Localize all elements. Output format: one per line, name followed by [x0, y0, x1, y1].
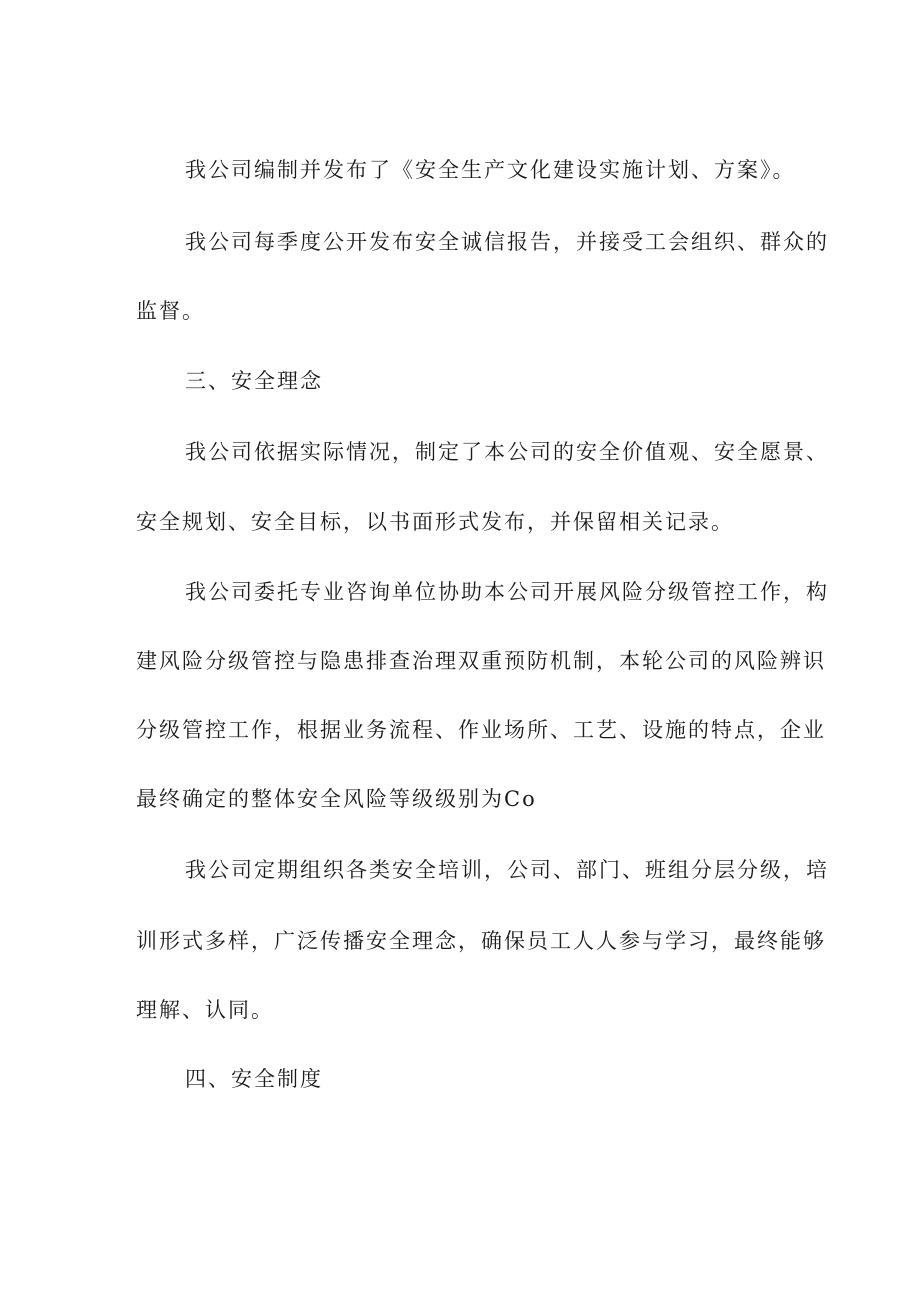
paragraph-line: 我公司每季度公开发布安全诚信报告，并接受工会组织、群众的 [185, 230, 829, 254]
paragraph-line: 我公司依据实际情况，制定了本公司的安全价值观、安全愿景、 [185, 440, 829, 464]
paragraph-line: 我公司编制并发布了《安全生产文化建设实施计划、方案》。 [185, 158, 796, 182]
paragraph-line: 建风险分级管控与隐患排查治理双重预防机制，本轮公司的风险辨识 [136, 649, 826, 673]
section-heading: 四、安全制度 [185, 1067, 323, 1091]
paragraph-line: 训形式多样，广泛传播安全理念，确保员工人人参与学习，最终能够 [136, 929, 826, 953]
paragraph-line: 分级管控工作，根据业务流程、作业场所、工艺、设施的特点，企业 [136, 718, 826, 742]
section-heading: 三、安全理念 [185, 369, 323, 393]
paragraph-line: 监督。 [136, 299, 205, 323]
paragraph-line: 最终确定的整体安全风险等级级别为Co [136, 787, 537, 811]
paragraph-line: 安全规划、安全目标，以书面形式发布，并保留相关记录。 [136, 510, 734, 534]
paragraph-line: 我公司委托专业咨询单位协助本公司开展风险分级管控工作，构 [185, 580, 829, 604]
paragraph-line: 我公司定期组织各类安全培训，公司、部门、班组分层分级，培 [185, 858, 829, 882]
paragraph-line: 理解、认同。 [136, 998, 274, 1022]
